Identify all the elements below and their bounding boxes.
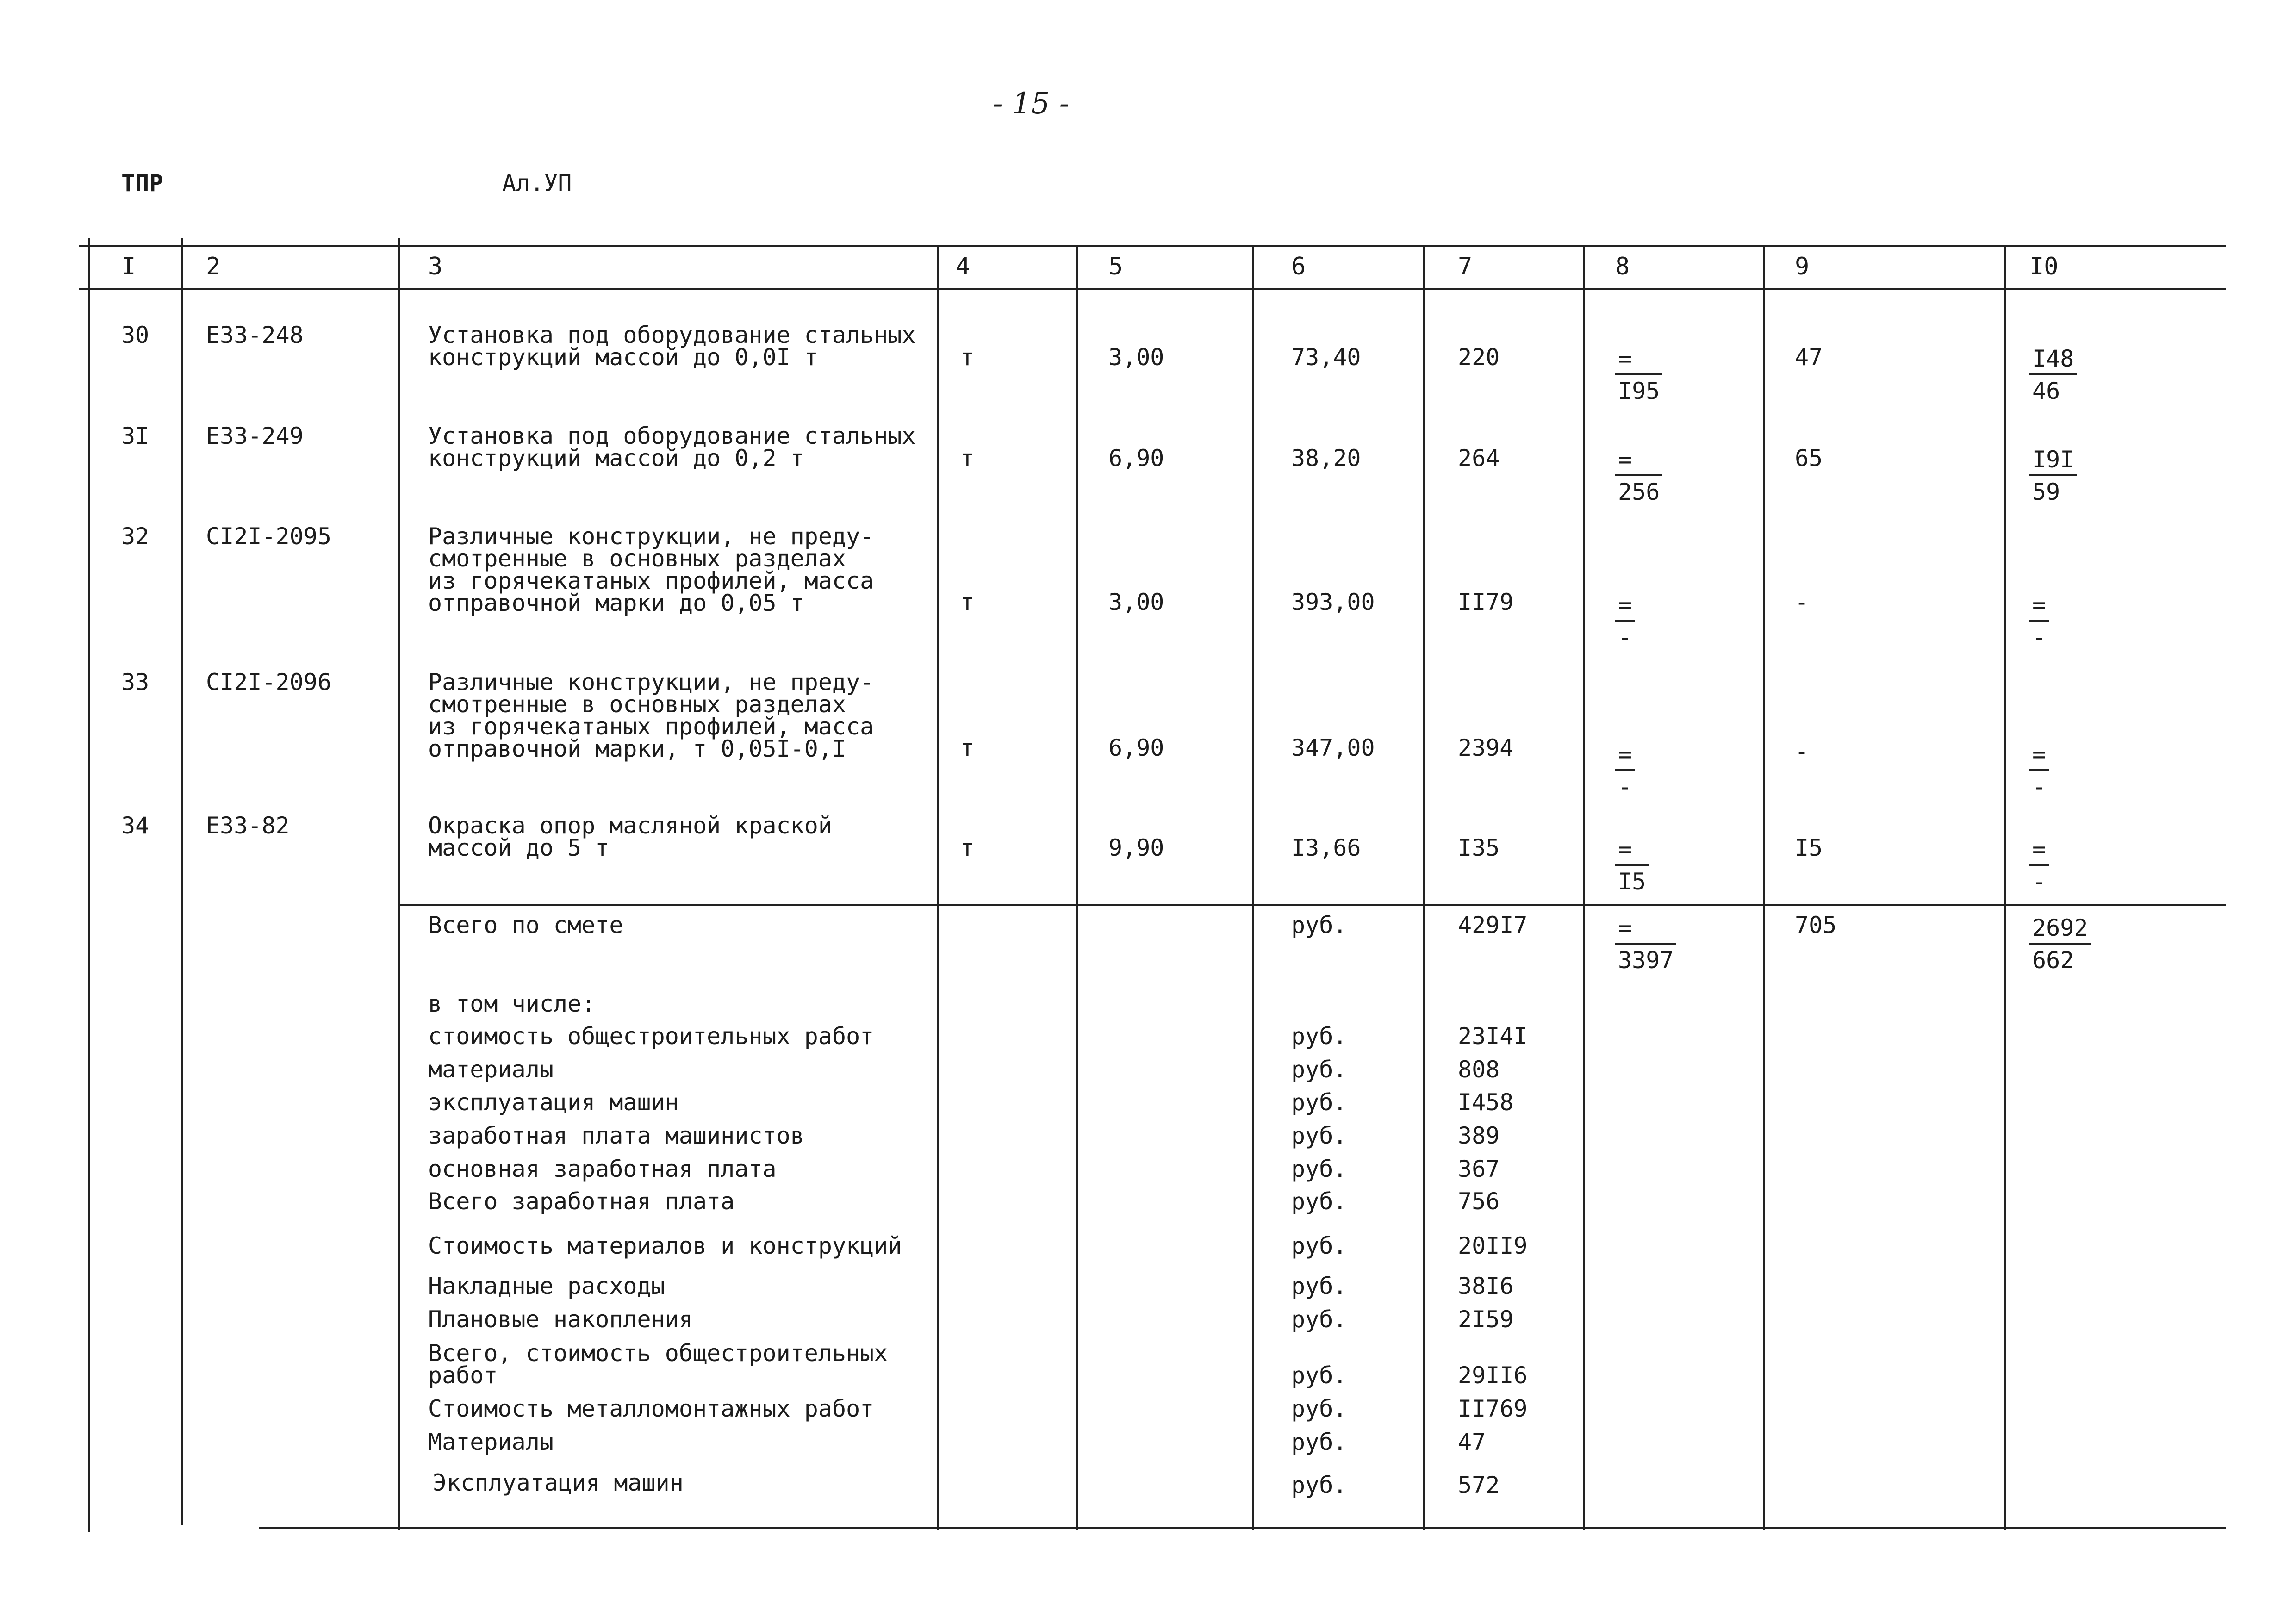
breakdown-label: Всего, стоимость общестроительных работ bbox=[428, 1340, 888, 1389]
breakdown-label: основная заработная плата bbox=[428, 1156, 777, 1182]
breakdown-unit: руб. bbox=[1291, 1429, 1347, 1455]
total-label: Всего по смете bbox=[428, 912, 623, 939]
breakdown-value: 808 bbox=[1458, 1056, 1500, 1083]
fraction-top: = bbox=[1615, 740, 1635, 771]
row-col9: - bbox=[1795, 589, 1809, 616]
row-col9: 65 bbox=[1795, 445, 1823, 472]
col-border-5 bbox=[1252, 245, 1254, 1530]
row-number: 33 bbox=[121, 669, 149, 696]
col-border-0 bbox=[88, 238, 90, 1532]
breakdown-value: 20II9 bbox=[1458, 1232, 1528, 1259]
breakdown-label: Материалы bbox=[428, 1429, 554, 1455]
fraction-top: 2692 bbox=[2029, 914, 2091, 945]
breakdown-unit: руб. bbox=[1291, 1023, 1347, 1050]
col-header-2: 2 bbox=[206, 253, 221, 280]
breakdown-unit: руб. bbox=[1291, 1395, 1347, 1422]
fraction-top: = bbox=[2029, 740, 2049, 771]
breakdown-unit: руб. bbox=[1291, 1156, 1347, 1182]
row-col8-fraction bbox=[1615, 591, 1635, 651]
row-code: Е33-249 bbox=[206, 423, 304, 449]
row-code: Е33-248 bbox=[206, 322, 304, 348]
row-col8-fraction bbox=[1615, 345, 1662, 405]
col-header-9: 9 bbox=[1795, 253, 1810, 280]
breakdown-label: Эксплуатация машин bbox=[433, 1469, 684, 1496]
col-header-8: 8 bbox=[1615, 253, 1630, 280]
breakdown-label: Стоимость металломонтажных работ bbox=[428, 1395, 874, 1422]
row-col8-fraction bbox=[1615, 740, 1635, 801]
fraction-top: = bbox=[1615, 446, 1662, 476]
row-unit: т bbox=[960, 734, 975, 761]
total-separator-line bbox=[398, 904, 2226, 906]
fraction-top: I48 bbox=[2029, 345, 2077, 375]
col-header-3: 3 bbox=[428, 253, 443, 280]
row-col8-fraction bbox=[1615, 835, 1649, 895]
col-border-6 bbox=[1423, 245, 1425, 1530]
col-border-9 bbox=[2004, 245, 2006, 1530]
total-col10-fraction bbox=[2029, 914, 2091, 974]
row-unit-price: 347,00 bbox=[1291, 734, 1375, 761]
row-col10-fraction bbox=[2029, 446, 2077, 506]
breakdown-value: 23I4I bbox=[1458, 1023, 1528, 1050]
breakdown-label: эксплуатация машин bbox=[428, 1089, 679, 1116]
fraction-bottom: - bbox=[1618, 773, 1632, 800]
fraction-bottom: 59 bbox=[2032, 479, 2060, 505]
row-description: Установка под оборудование стальных конструкций массой до 0,0I т bbox=[428, 322, 916, 371]
breakdown-label: материалы bbox=[428, 1056, 554, 1083]
row-col10-fraction bbox=[2029, 591, 2049, 651]
fraction-top: = bbox=[1615, 914, 1676, 945]
row-total: I35 bbox=[1458, 834, 1500, 861]
header-bottom-line bbox=[79, 288, 2226, 290]
breakdown-unit: руб. bbox=[1291, 1232, 1347, 1259]
row-total: 220 bbox=[1458, 344, 1500, 371]
row-number: 32 bbox=[121, 523, 149, 550]
breakdown-unit: руб. bbox=[1291, 1188, 1347, 1215]
breakdown-value: 572 bbox=[1458, 1472, 1500, 1499]
fraction-bottom: 46 bbox=[2032, 378, 2060, 404]
breakdown-label: Накладные расходы bbox=[428, 1273, 665, 1300]
row-code: СI2I-2096 bbox=[206, 669, 331, 696]
row-unit: т bbox=[960, 445, 975, 472]
row-unit: т bbox=[960, 589, 975, 616]
fraction-top: = bbox=[1615, 345, 1662, 375]
col-border-1 bbox=[181, 238, 183, 1525]
breakdown-value: 756 bbox=[1458, 1188, 1500, 1215]
row-number: 30 bbox=[121, 322, 149, 348]
row-code: СI2I-2095 bbox=[206, 523, 331, 550]
breakdown-unit: руб. bbox=[1291, 1306, 1347, 1333]
total-value: 429I7 bbox=[1458, 912, 1528, 939]
breakdown-value: 367 bbox=[1458, 1156, 1500, 1182]
row-col9: 47 bbox=[1795, 344, 1823, 371]
breakdown-label: Плановые накопления bbox=[428, 1306, 693, 1333]
row-total: 2394 bbox=[1458, 734, 1514, 761]
col-header-1: I bbox=[121, 253, 136, 280]
table-bottom-line bbox=[259, 1527, 2226, 1529]
col-header-5: 5 bbox=[1108, 253, 1123, 280]
breakdown-value: 47 bbox=[1458, 1429, 1486, 1455]
fraction-bottom: 662 bbox=[2032, 947, 2074, 974]
breakdown-unit: руб. bbox=[1291, 1122, 1347, 1149]
fraction-bottom: I95 bbox=[1618, 378, 1660, 404]
fraction-top: = bbox=[1615, 835, 1649, 866]
row-number: 3I bbox=[121, 423, 149, 449]
breakdown-value: 2I59 bbox=[1458, 1306, 1514, 1333]
row-code: Е33-82 bbox=[206, 812, 290, 839]
fraction-top: = bbox=[1615, 591, 1635, 622]
col-border-3 bbox=[937, 245, 939, 1530]
row-description: Различные конструкции, не преду- смотренные в основных разделах из горячекатаных профилей, масса отправочной марки до 0,05 т bbox=[428, 523, 874, 616]
row-quantity: 3,00 bbox=[1108, 589, 1164, 616]
breakdown-unit: руб. bbox=[1291, 1056, 1347, 1083]
breakdown-label: заработная плата машинистов bbox=[428, 1122, 804, 1149]
fraction-bottom: 3397 bbox=[1618, 947, 1674, 974]
row-col9: - bbox=[1795, 738, 1809, 765]
breakdown-value: 389 bbox=[1458, 1122, 1500, 1149]
sheet-label: Ал.УП bbox=[502, 170, 572, 197]
breakdown-unit: руб. bbox=[1291, 1362, 1347, 1389]
table-top-line bbox=[79, 245, 2226, 247]
breakdown-value: II769 bbox=[1458, 1395, 1528, 1422]
breakdown-unit: руб. bbox=[1291, 1089, 1347, 1116]
row-col8-fraction bbox=[1615, 446, 1662, 506]
fraction-bottom: 256 bbox=[1618, 479, 1660, 505]
row-col10-fraction bbox=[2029, 740, 2049, 801]
row-description: Различные конструкции, не преду- смотренные в основных разделах из горячекатаных профилей, масса отправочной марки, т 0,05I-0,I bbox=[428, 669, 874, 762]
row-unit-price: 393,00 bbox=[1291, 589, 1375, 616]
fraction-top: = bbox=[2029, 591, 2049, 622]
breakdown-unit: руб. bbox=[1291, 1472, 1347, 1499]
including-label: в том числе: bbox=[428, 990, 596, 1017]
total-col8-fraction bbox=[1615, 914, 1676, 974]
row-quantity: 6,90 bbox=[1108, 445, 1164, 472]
row-quantity: 9,90 bbox=[1108, 834, 1164, 861]
row-quantity: 3,00 bbox=[1108, 344, 1164, 371]
breakdown-label: Стоимость материалов и конструкций bbox=[428, 1232, 902, 1259]
breakdown-value: I458 bbox=[1458, 1089, 1514, 1116]
row-total: 264 bbox=[1458, 445, 1500, 472]
col-header-4: 4 bbox=[956, 253, 971, 280]
col-border-7 bbox=[1583, 245, 1585, 1530]
col-header-7: 7 bbox=[1458, 253, 1473, 280]
total-unit: руб. bbox=[1291, 912, 1347, 939]
row-total: II79 bbox=[1458, 589, 1514, 616]
col-border-8 bbox=[1763, 245, 1765, 1530]
breakdown-value: 29II6 bbox=[1458, 1362, 1528, 1389]
breakdown-label: Всего заработная плата bbox=[428, 1188, 735, 1215]
fraction-bottom: - bbox=[2032, 773, 2047, 800]
fraction-bottom: I5 bbox=[1618, 868, 1646, 895]
row-unit: т bbox=[960, 344, 975, 371]
row-unit-price: 38,20 bbox=[1291, 445, 1361, 472]
row-unit-price: I3,66 bbox=[1291, 834, 1361, 861]
breakdown-unit: руб. bbox=[1291, 1273, 1347, 1300]
row-unit: т bbox=[960, 834, 975, 861]
breakdown-value: 38I6 bbox=[1458, 1273, 1514, 1300]
col-header-6: 6 bbox=[1291, 253, 1306, 280]
row-unit-price: 73,40 bbox=[1291, 344, 1361, 371]
row-col9: I5 bbox=[1795, 834, 1823, 861]
col-border-4 bbox=[1076, 245, 1078, 1530]
total-col9: 705 bbox=[1795, 912, 1837, 939]
row-quantity: 6,90 bbox=[1108, 734, 1164, 761]
doc-code: ТПР bbox=[121, 170, 163, 197]
page-number: - 15 - bbox=[993, 87, 1070, 121]
breakdown-label: стоимость общестроительных работ bbox=[428, 1023, 874, 1050]
fraction-bottom: - bbox=[2032, 868, 2047, 895]
row-col10-fraction bbox=[2029, 345, 2077, 405]
fraction-top: = bbox=[2029, 835, 2049, 866]
row-col10-fraction bbox=[2029, 835, 2049, 895]
fraction-bottom: - bbox=[1618, 624, 1632, 651]
row-number: 34 bbox=[121, 812, 149, 839]
fraction-bottom: - bbox=[2032, 624, 2047, 651]
row-description: Окраска опор масляной краской массой до 5 т bbox=[428, 812, 832, 861]
col-header-10: I0 bbox=[2029, 253, 2059, 280]
row-description: Установка под оборудование стальных конструкций массой до 0,2 т bbox=[428, 423, 916, 472]
fraction-top: I9I bbox=[2029, 446, 2077, 476]
col-border-2 bbox=[398, 238, 400, 1530]
